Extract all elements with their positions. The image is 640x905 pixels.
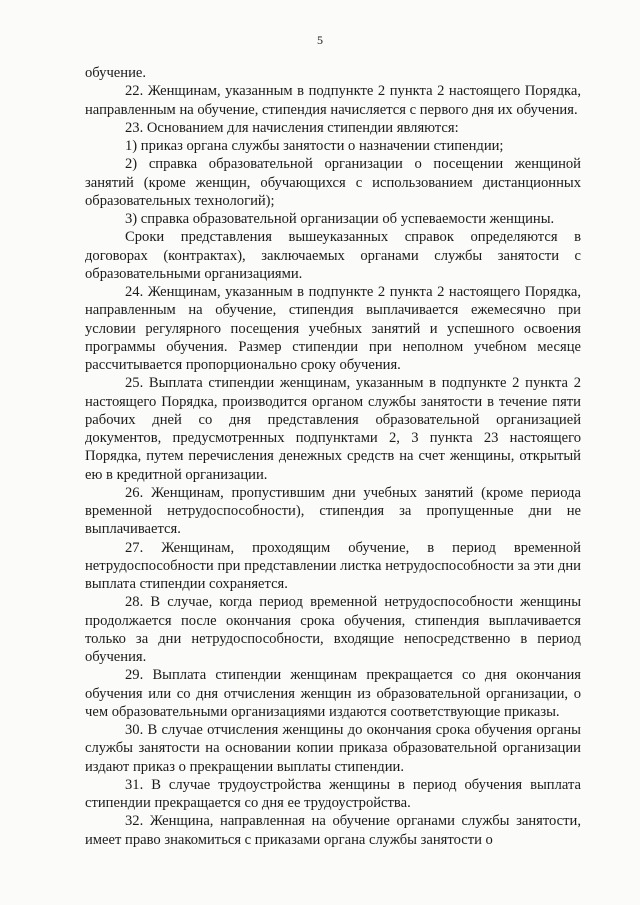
paragraph-item-23: 23. Основанием для начисления стипендии являются: — [125, 119, 459, 136]
paragraph-item-24: 24. Женщинам, указанным в подпункте 2 пункта 2 настоящего Порядка, направленным на обучение, стипендия выплачивается ежемесячно при условии регулярного посещения учебных занятий и успешного освоения программы обучения. Размер стипендии при неполном учебном месяце рассчитывается пропорционально сроку обучения. — [85, 284, 581, 373]
paragraph-item-26: 26. Женщинам, пропустившим дни учебных занятий (кроме периода временной нетрудоспособности), стипендия за пропущенные дни не выплачивается. — [85, 484, 581, 538]
paragraph-item-27: 27. Женщинам, проходящим обучение, в период временной нетрудоспособности при представлении листка нетрудоспособности за эти дни выплата стипендии сохраняется. — [85, 539, 581, 592]
document-body — [85, 64, 581, 849]
paragraph-continuation: обучение. — [85, 65, 147, 81]
page-number: 5 — [317, 33, 323, 47]
paragraph-item-30: 30. В случае отчисления женщины до окончания срока обучения органы службы занятости на основании копии приказа образовательной организации издают приказ о прекращении выплаты стипендии. — [85, 722, 581, 775]
paragraph-item-28: 28. В случае, когда период временной нетрудоспособности женщины продолжается после окончания срока обучения, стипендия выплачивается только за дни нетрудоспособности, входящие непосредственно в период обучения. — [85, 594, 581, 665]
paragraph-item-23-sub-3: 3) справка образовательной организации об успеваемости женщины. — [125, 211, 555, 227]
paragraph-item-31: 31. В случае трудоустройства женщины в период обучения выплата стипендии прекращается со дня ее трудоустройства. — [85, 776, 581, 811]
paragraph-item-23-sub-1: 1) приказ органа службы занятости о назначении стипендии; — [125, 138, 504, 154]
paragraph-item-29: 29. Выплата стипендии женщинам прекращается со дня окончания обучения или со дня отчисления женщин из образовательной организации, о чем образовательными организациями издаются соответствующие приказы. — [85, 667, 581, 720]
paragraph-item-25: 25. Выплата стипендии женщинам, указанным в подпункте 2 пункта 2 настоящего Порядка, производится органом службы занятости в течение пяти рабочих дней со дня представления образовательной организацией документов, предусмотренных подпунктами 2, 3 пункта 23 настоящего Порядка, путем перечисления денежных средств на счет женщины, открытый ею в кредитной организации. — [85, 375, 581, 483]
paragraph-item-22: 22. Женщинам, указанным в подпункте 2 пункта 2 настоящего Порядка, направленным на обучение, стипендия начисляется с первого дня их обучения. — [85, 83, 581, 118]
paragraph-item-23-sub-2: 2) справка образовательной организации о посещении женщиной занятий (кроме женщин, обучающихся с использованием дистанционных образовательных технологий); — [85, 156, 581, 209]
paragraph-item-32: 32. Женщина, направленная на обучение органами службы занятости, имеет право знакомиться с приказами органа службы занятости о — [85, 813, 581, 848]
paragraph-item-23-deadlines: Сроки представления вышеуказанных справок определяются в договорах (контрактах), заключаемых органами службы занятости с образовательными организациями. — [85, 229, 581, 282]
